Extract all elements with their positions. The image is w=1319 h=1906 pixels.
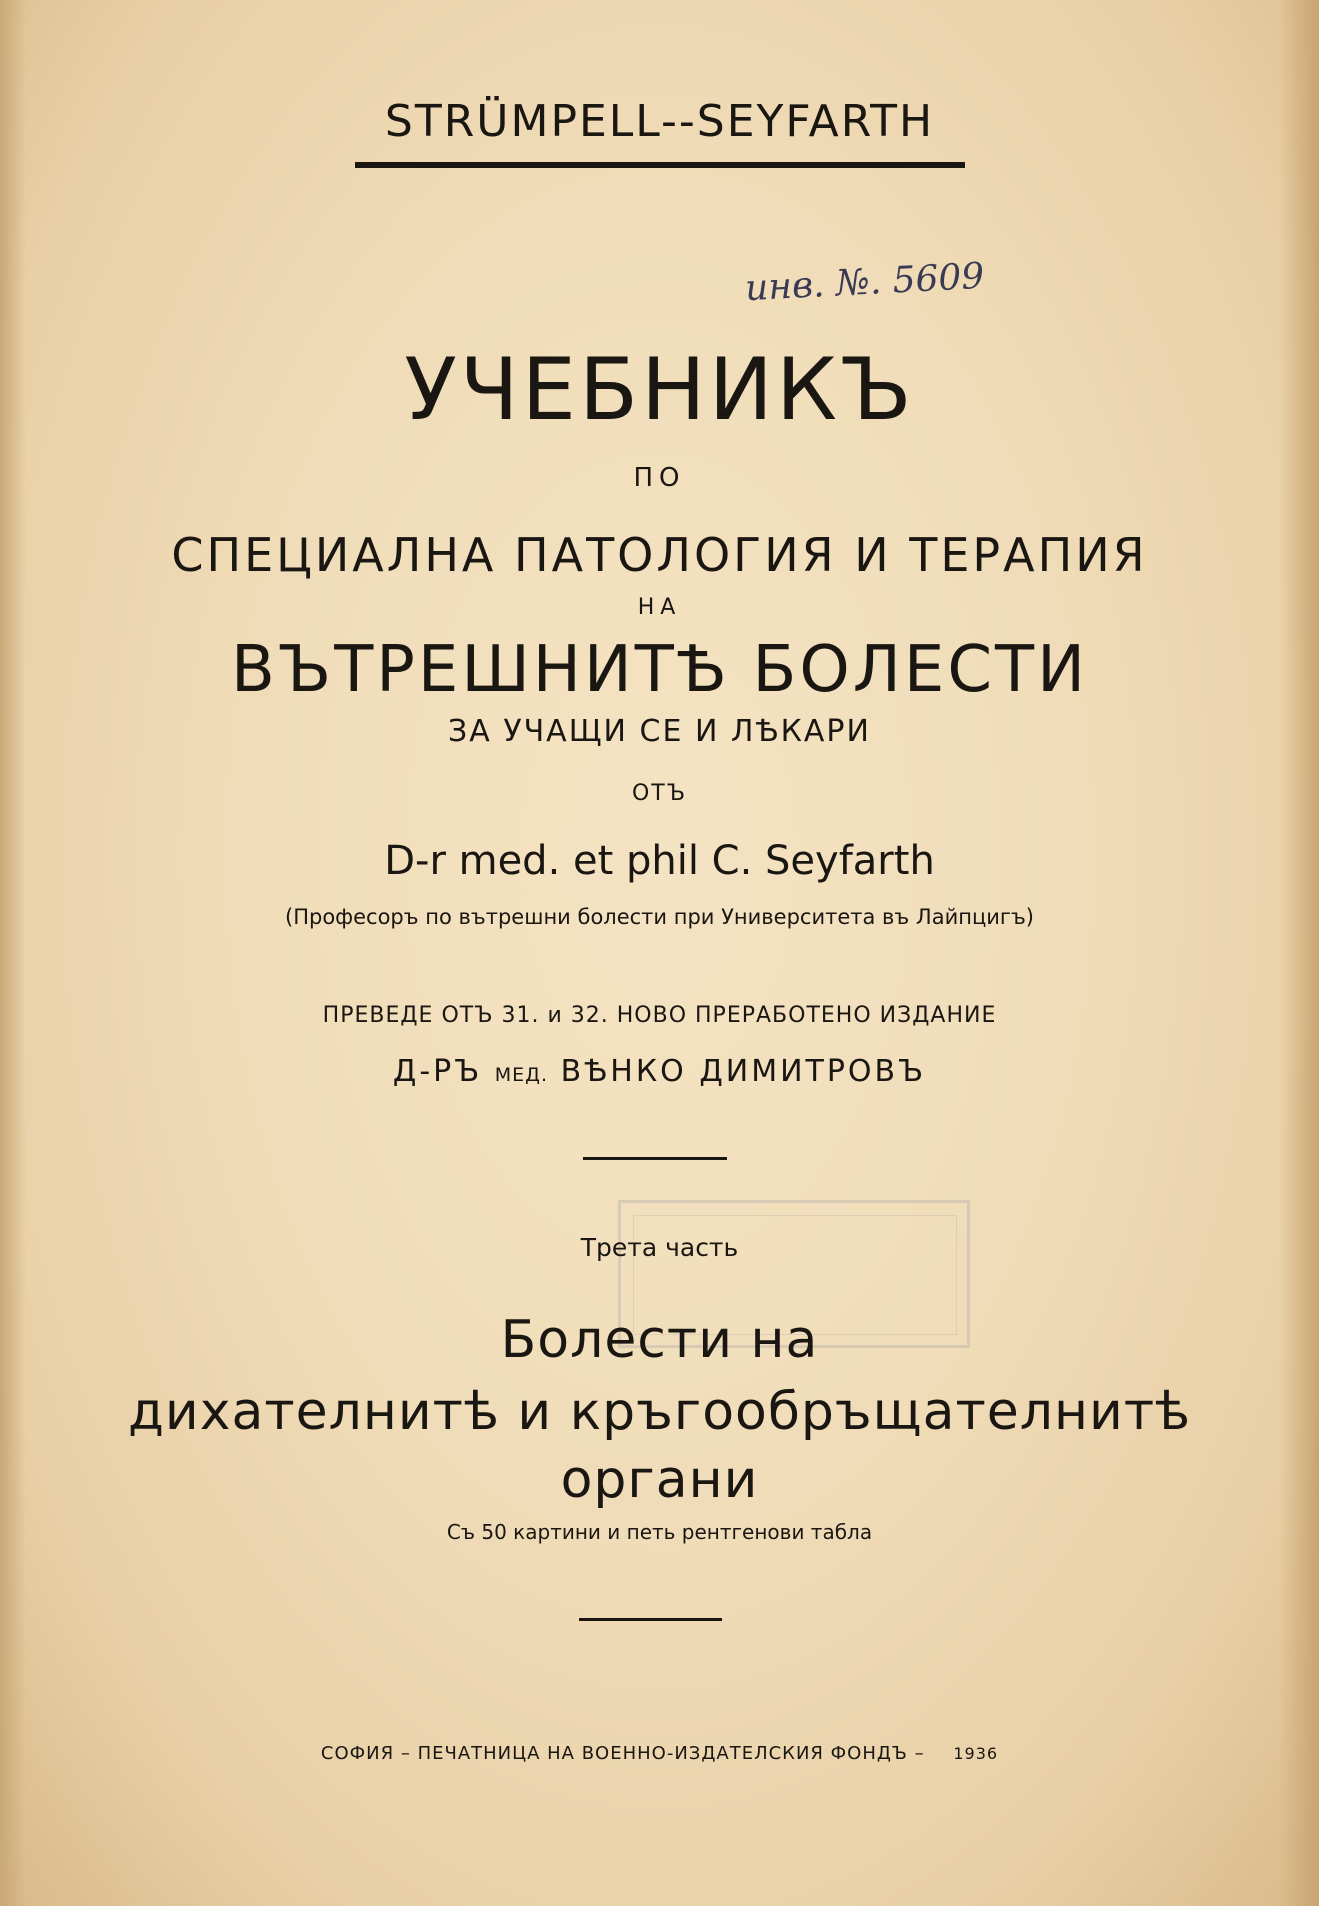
- book-title: УЧЕБНИКЪ: [404, 340, 915, 440]
- handwritten-inventory-note: инв. №. 5609: [744, 255, 986, 310]
- translator-line: [0, 1054, 1319, 1089]
- author-name: D-r med. et phil C. Seyfarth: [384, 838, 935, 884]
- header-underline: [355, 162, 965, 168]
- title-connector-na: НА: [637, 595, 682, 620]
- title-connector-ot: ОТЪ: [631, 781, 688, 806]
- author-position: (Професоръ по вътрешни болести при Университета въ Лайпцигъ): [285, 905, 1034, 929]
- imprint-line: [0, 1743, 1319, 1764]
- divider-rule-upper: [583, 1157, 727, 1160]
- part-title-line-2: дихателнитѣ и кръгообръщателнитѣ: [127, 1382, 1192, 1442]
- part-title-line-3: органи: [560, 1450, 759, 1510]
- subject-line-2: ВЪТРЕШНИТѢ БОЛЕСТИ: [231, 633, 1088, 707]
- part-label: Трета часть: [580, 1233, 739, 1262]
- translation-note: ПРЕВЕДЕ ОТЪ 31. и 32. НОВО ПРЕРАБОТЕНО ИЗДАНИЕ: [322, 1003, 997, 1028]
- illustrations-note: Съ 50 картини и петь рентгенови табла: [446, 1520, 873, 1544]
- translator-prefix: Д-РЪ: [392, 1054, 483, 1089]
- translator-degree: МЕД.: [494, 1064, 549, 1086]
- audience-line: ЗА УЧАЩИ СЕ И ЛѢКАРИ: [448, 714, 871, 749]
- imprint-year: 1936: [953, 1744, 999, 1763]
- page-edge-shadow-left: [0, 0, 26, 1906]
- imprint-publisher: СОФИЯ – ПЕЧАТНИЦА НА ВОЕННО-ИЗДАТЕЛСКИЯ ФОНДЪ –: [320, 1743, 925, 1764]
- title-connector-po: ПО: [633, 463, 686, 493]
- subject-line-1: СПЕЦИАЛНА ПАТОЛОГИЯ И ТЕРАПИЯ: [171, 528, 1148, 582]
- translator-name: ВѢНКО ДИМИТРОВЪ: [560, 1054, 927, 1089]
- divider-rule-lower: [579, 1618, 722, 1621]
- header-authors: STRÜMPELL--SEYFARTH: [384, 96, 935, 147]
- page-edge-shadow-right: [1279, 0, 1319, 1906]
- part-title-line-1: Болести на: [500, 1310, 819, 1370]
